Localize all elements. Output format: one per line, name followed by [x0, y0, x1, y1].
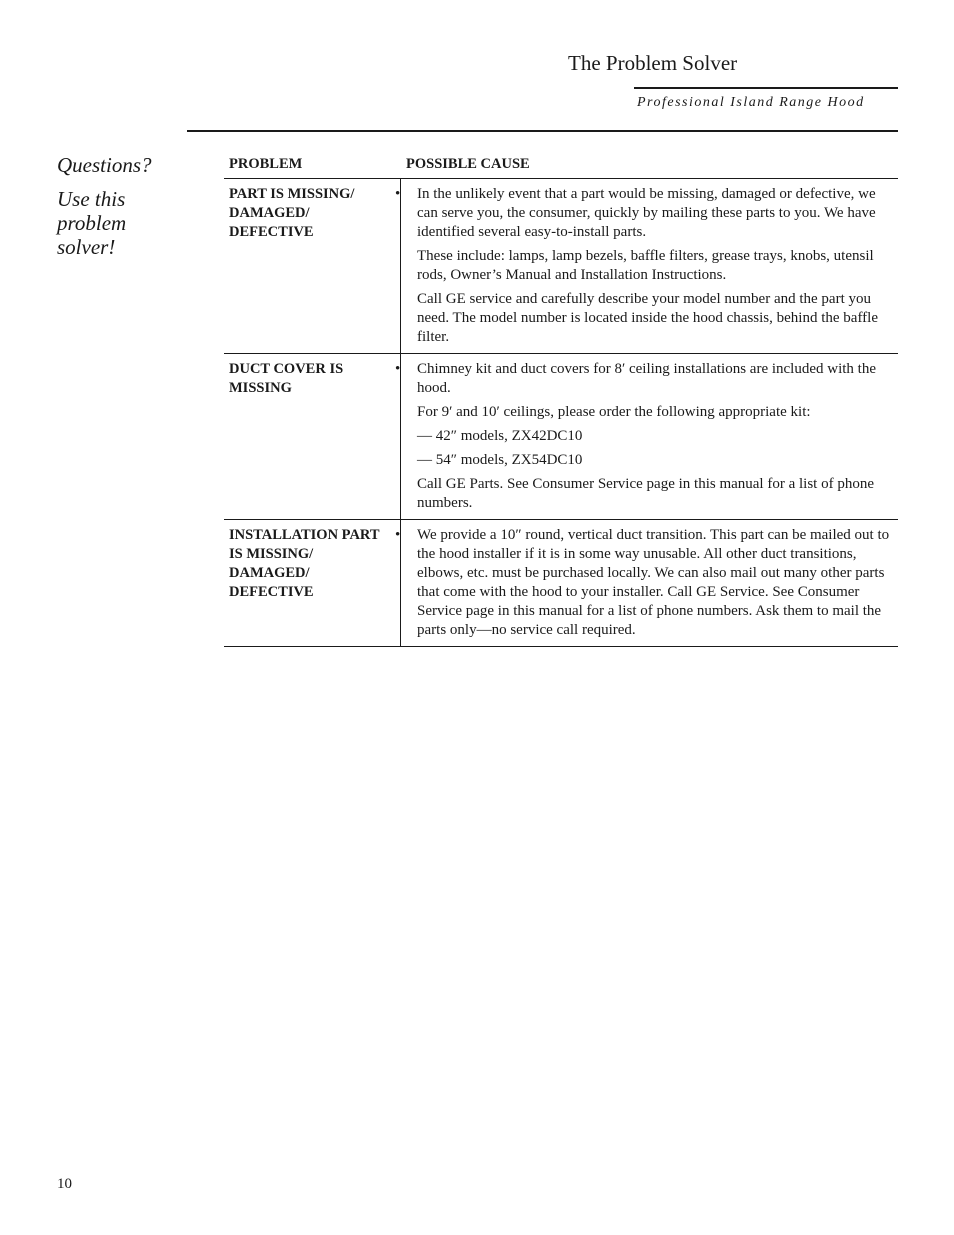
header-rule: [634, 87, 898, 89]
cause-paragraph: Call GE service and carefully describe your model number and the part you need. The model number is located inside the hood chassis, behind the baffle filter.: [417, 291, 878, 345]
page-title: The Problem Solver: [568, 51, 738, 75]
cause-paragraph: Call GE Parts. See Consumer Service page in this manual for a list of phone numbers.: [417, 476, 874, 511]
table-row: [224, 520, 898, 647]
cause-paragraph: — 54″ models, ZX54DC10: [417, 452, 583, 468]
cause-cell: [401, 520, 898, 646]
table-row: [224, 354, 898, 520]
column-header-problem: PROBLEM: [229, 156, 303, 172]
problem-cell: PART IS MISSING/ DAMAGED/ DEFECTIVE: [224, 179, 401, 353]
cause-paragraph: These include: lamps, lamp bezels, baffle filters, grease trays, knobs, utensil rods, Owner’s Manual and Installation Instructions.: [417, 248, 874, 283]
cause-paragraph: — 42″ models, ZX42DC10: [417, 428, 583, 444]
problem-table: [224, 150, 898, 647]
cause-paragraph: For 9′ and 10′ ceilings, please order the following appropriate kit:: [417, 404, 811, 420]
section-rule: [187, 130, 898, 132]
sidebar-question: Questions?: [57, 153, 152, 177]
cause-cell: [401, 179, 898, 353]
sidebar-prompt: Use this problem solver!: [57, 187, 127, 259]
page-subtitle: Professional Island Range Hood: [637, 95, 865, 110]
cause-paragraph: • Chimney kit and duct covers for 8′ ceiling installations are included with the hood.: [406, 360, 892, 398]
table-header: [224, 150, 898, 179]
problem-cell: INSTALLATION PART IS MISSING/ DAMAGED/ DEFECTIVE: [224, 520, 401, 646]
column-header-cause: POSSIBLE CAUSE: [406, 156, 530, 172]
cause-paragraph: • We provide a 10″ round, vertical duct transition. This part can be mailed out to the hood installer if it is in some way unusable. All other duct transitions, elbows, etc. must be purchased locally. We can also mail out many other parts that come with the hood to your installer. Call GE Service. See Consumer Service page in this manual for a list of phone numbers. Ask them to mail the parts only—no service call required.: [406, 526, 892, 640]
cause-paragraph: • In the unlikely event that a part would be missing, damaged or defective, we can serve you, the consumer, quickly by mailing these parts to you. We have identified several easy-to-install parts.: [406, 185, 892, 242]
page-number: 10: [57, 1176, 72, 1192]
table-row: [224, 179, 898, 354]
sidebar: [57, 153, 187, 259]
problem-cell: DUCT COVER IS MISSING: [224, 354, 401, 519]
cause-cell: [401, 354, 898, 519]
